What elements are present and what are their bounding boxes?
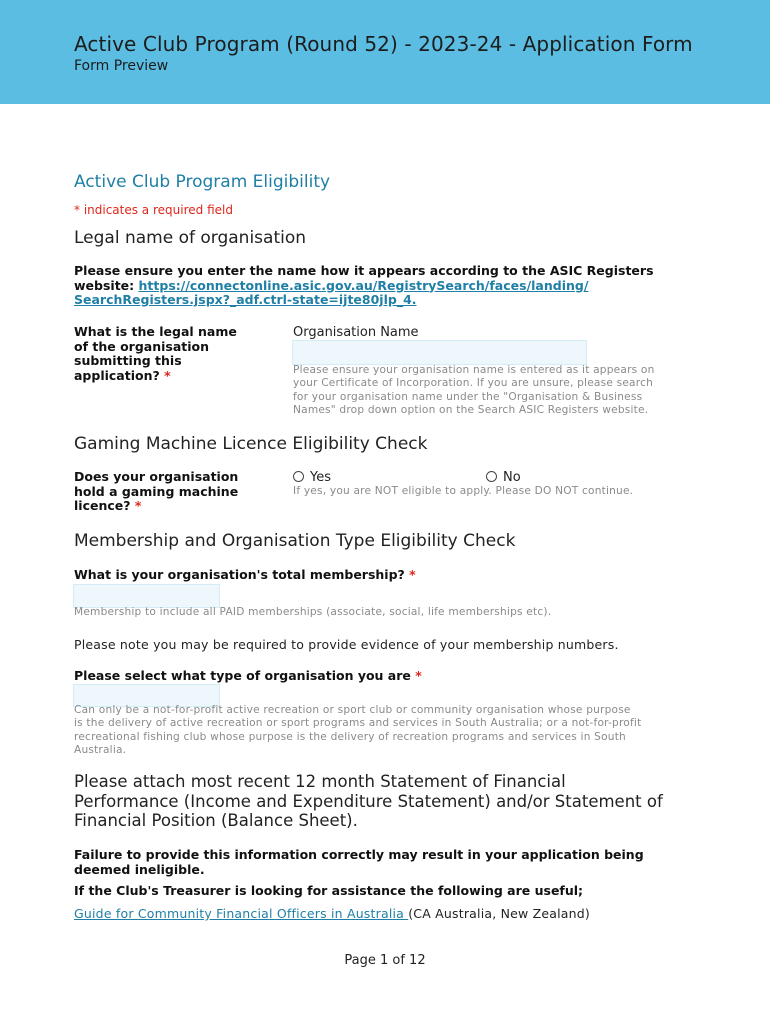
gaming-help: If yes, you are NOT eligible to apply. Please DO NOT continue. <box>293 485 634 497</box>
financial-heading: Please attach most recent 12 month Statement of Financial Performance (Income and Expenditure Statement) and/or Statement of Financial Position (Balance Sheet). <box>74 772 663 830</box>
section-title: Active Club Program Eligibility <box>74 172 331 192</box>
financial-warning: Failure to provide this information correctly may result in your application being deemed ineligible. <box>74 847 644 877</box>
gaming-question: Does your organisation hold a gaming machine licence? * <box>74 469 239 513</box>
asic-registers-link[interactable]: https://connectonline.asic.gov.au/RegistrySearch/faces/landing/ <box>138 277 589 293</box>
required-field-note: * indicates a required field <box>74 203 233 217</box>
membership-heading: Membership and Organisation Type Eligibility Check <box>74 531 516 551</box>
total-membership-input[interactable] <box>73 584 220 608</box>
total-membership-label: What is your organisation's total membership? * <box>74 567 416 582</box>
form-header <box>0 0 770 104</box>
required-asterisk: * <box>409 567 416 582</box>
guide-line <box>74 906 590 921</box>
required-asterisk: * <box>415 668 422 683</box>
radio-yes-label: Yes <box>310 470 331 485</box>
asic-registers-link-continued[interactable]: SearchRegisters.jspx?_adf.ctrl-state=ijte80jlp_4. <box>74 292 417 307</box>
gaming-heading: Gaming Machine Licence Eligibility Check <box>74 434 428 454</box>
total-membership-help: Membership to include all PAID memberships (associate, social, life memberships etc). <box>74 606 552 618</box>
form-title: Active Club Program (Round 52) - 2023-24 - Application Form <box>74 32 693 56</box>
page-number: Page 1 of 12 <box>344 953 426 968</box>
radio-yes[interactable] <box>293 470 331 485</box>
legal-name-instruction <box>74 264 694 308</box>
organisation-type-label: Please select what type of organisation you are * <box>74 668 422 683</box>
form-subtitle: Form Preview <box>74 58 169 74</box>
required-asterisk: * <box>134 498 142 513</box>
radio-button-icon[interactable] <box>293 471 304 482</box>
organisation-name-input[interactable] <box>292 340 587 365</box>
question-line: of the organisation <box>74 338 210 354</box>
evidence-note: Please note you may be required to provide evidence of your membership numbers. <box>74 637 619 652</box>
guide-suffix: (CA Australia, New Zealand) <box>408 906 591 921</box>
guide-link[interactable]: Guide for Community Financial Officers in Australia <box>74 906 409 921</box>
radio-no-label: No <box>503 470 521 485</box>
question-line: submitting this <box>74 353 182 368</box>
instruction-text: Please ensure you enter the name how it appears according to the ASIC Registers website: <box>74 263 654 293</box>
required-asterisk: * <box>164 367 171 383</box>
radio-button-icon[interactable] <box>486 471 497 482</box>
organisation-name-help: Please ensure your organisation name is entered as it appears on your Certificate of Incorporation. If you are unsure, please search for your organisation name under the "Organisation & Business Names" drop down option on the Search ASIC Registers website. <box>293 364 655 416</box>
question-line-last: application? * <box>74 367 171 383</box>
radio-no[interactable] <box>486 470 521 485</box>
question-line: What is the legal name <box>74 324 237 339</box>
organisation-name-label: Organisation Name <box>293 325 419 340</box>
legal-name-question <box>74 325 264 383</box>
organisation-type-help: Can only be a not-for-profit active recreation or sport club or community organisation whose purpose is the delivery of active recreation or sport programs and services in South Australia; or a not-for-profit recreational fishing club whose purpose is the delivery of recreation programs and services in South Australia. <box>74 704 642 756</box>
legal-name-heading: Legal name of organisation <box>74 228 307 248</box>
treasurer-note: If the Club's Treasurer is looking for assistance the following are useful; <box>74 883 584 898</box>
